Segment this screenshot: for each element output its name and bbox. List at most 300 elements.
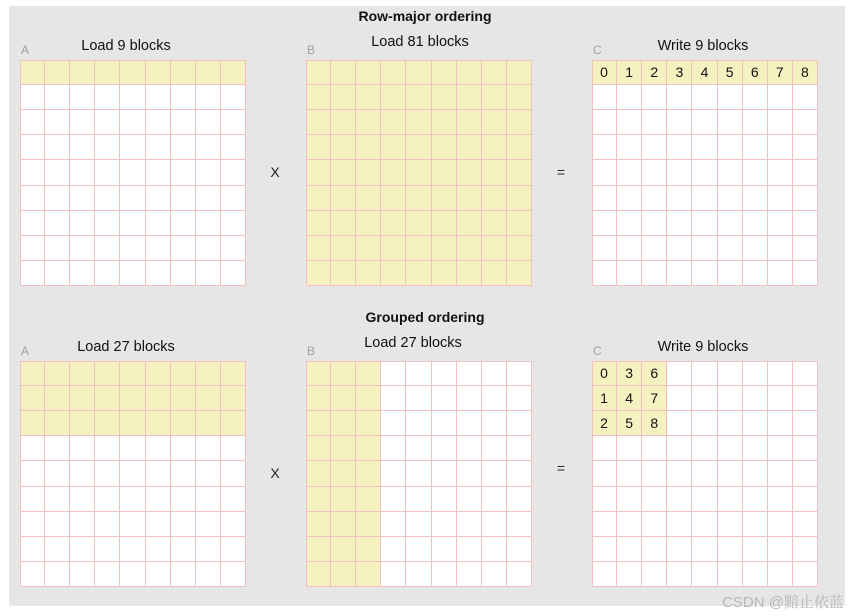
grid-cell	[507, 411, 532, 436]
grid-cell	[331, 461, 356, 486]
grid-cell	[457, 461, 482, 486]
grid-cell	[406, 135, 431, 160]
block-label: 3	[667, 60, 692, 85]
grid-cell	[196, 361, 221, 386]
grid-cell	[120, 386, 145, 411]
grid-cell	[617, 436, 642, 461]
grid-cell	[667, 135, 692, 160]
grid-cell	[768, 436, 793, 461]
matrix-a-letter: A	[21, 43, 30, 57]
grid-cell	[482, 211, 507, 236]
grid-cell	[592, 85, 617, 110]
grid-cell	[331, 236, 356, 261]
grid-cell	[221, 135, 246, 160]
grid-cell	[793, 436, 818, 461]
grid-cell	[718, 261, 743, 286]
grid-cell	[718, 487, 743, 512]
grid-cell	[667, 236, 692, 261]
grid-cell	[196, 60, 221, 85]
grid-cell	[45, 487, 70, 512]
grid-cell	[617, 537, 642, 562]
grid-cell	[306, 361, 331, 386]
grid-cell	[146, 386, 171, 411]
grid-cell	[692, 487, 717, 512]
grid-cell	[482, 160, 507, 185]
grid-cell	[221, 461, 246, 486]
grid-cell	[95, 487, 120, 512]
matrix-a-caption: Load 9 blocks	[81, 38, 171, 54]
grid-cell	[20, 211, 45, 236]
grid-cell	[793, 135, 818, 160]
grid-cell	[768, 135, 793, 160]
grid-cell	[171, 537, 196, 562]
grid-cell	[331, 186, 356, 211]
grid-cell	[120, 261, 145, 286]
grid-cell	[331, 537, 356, 562]
grid-cell	[221, 361, 246, 386]
grid-cell	[768, 261, 793, 286]
grid-cell	[331, 361, 356, 386]
grid-cell	[667, 562, 692, 587]
grid-cell	[692, 110, 717, 135]
grid-cell	[406, 436, 431, 461]
grid-cell	[95, 135, 120, 160]
grid-cell	[667, 160, 692, 185]
grid-cell	[356, 135, 381, 160]
grid-cell	[221, 110, 246, 135]
grid-cell	[592, 436, 617, 461]
grid-cell	[381, 386, 406, 411]
grid-cell	[482, 436, 507, 461]
grid-cell	[381, 562, 406, 587]
grid-cell	[331, 562, 356, 587]
grid-cell	[642, 85, 667, 110]
grid-cell	[120, 211, 145, 236]
grid-cell	[356, 60, 381, 85]
grid-cell	[507, 160, 532, 185]
grid-cell	[642, 110, 667, 135]
grid-cell	[793, 361, 818, 386]
grid-cell	[306, 186, 331, 211]
block-label: 6	[642, 361, 667, 386]
grid-cell	[617, 135, 642, 160]
block-label: 1	[617, 60, 642, 85]
grid-cell	[432, 135, 457, 160]
grid-cell	[768, 110, 793, 135]
grid-cell	[432, 436, 457, 461]
grouped-title: Grouped ordering	[365, 309, 485, 325]
grid-cell	[457, 361, 482, 386]
grid-cell	[171, 562, 196, 587]
grid-cell	[70, 461, 95, 486]
grid-cell	[507, 386, 532, 411]
grid-cell	[457, 562, 482, 587]
grid-cell	[146, 85, 171, 110]
grid-cell	[432, 386, 457, 411]
grid-cell	[743, 411, 768, 436]
grid-cell	[120, 562, 145, 587]
grid-cell	[592, 160, 617, 185]
grid-cell	[120, 135, 145, 160]
grid-cell	[768, 85, 793, 110]
grid-cell	[196, 512, 221, 537]
grid-cell	[793, 160, 818, 185]
grid-cell	[457, 186, 482, 211]
grid-cell	[221, 236, 246, 261]
block-label: 0	[592, 361, 617, 386]
grid-cell	[356, 461, 381, 486]
grid-cell	[793, 537, 818, 562]
grid-cell	[718, 85, 743, 110]
grid-cell	[146, 60, 171, 85]
grid-cell	[196, 436, 221, 461]
grid-cell	[592, 562, 617, 587]
grid-cell	[692, 236, 717, 261]
grid-cell	[171, 386, 196, 411]
grid-cell	[432, 186, 457, 211]
grid-cell	[457, 261, 482, 286]
grid-cell	[70, 361, 95, 386]
grid-cell	[45, 110, 70, 135]
grid-cell	[95, 537, 120, 562]
grid-cell	[718, 361, 743, 386]
grid-cell	[592, 512, 617, 537]
grid-cell	[482, 512, 507, 537]
block-label: 8	[793, 60, 818, 85]
grid-cell	[306, 562, 331, 587]
grid-cell	[642, 135, 667, 160]
grid-cell	[20, 85, 45, 110]
grid-cell	[406, 537, 431, 562]
grid-cell	[507, 85, 532, 110]
grid-cell	[743, 85, 768, 110]
grid-cell	[692, 186, 717, 211]
grid-cell	[743, 562, 768, 587]
grid-cell	[793, 512, 818, 537]
grid-cell	[120, 411, 145, 436]
grid-cell	[692, 361, 717, 386]
grid-cell	[146, 436, 171, 461]
grid-cell	[20, 135, 45, 160]
grid-cell	[146, 186, 171, 211]
block-label: 5	[718, 60, 743, 85]
grid-cell	[70, 436, 95, 461]
grid-cell	[95, 512, 120, 537]
grid-cell	[120, 85, 145, 110]
grid-cell	[692, 386, 717, 411]
grid-cell	[45, 512, 70, 537]
grid-cell	[406, 487, 431, 512]
grid-cell	[70, 487, 95, 512]
grid-cell	[381, 411, 406, 436]
grid-cell	[457, 411, 482, 436]
grid-cell	[70, 60, 95, 85]
grid-cell	[718, 186, 743, 211]
grid-cell	[507, 211, 532, 236]
grid-cell	[482, 261, 507, 286]
grid-cell	[196, 211, 221, 236]
grid-cell	[692, 85, 717, 110]
grid-cell	[221, 85, 246, 110]
grid-cell	[406, 60, 431, 85]
grid-cell	[381, 135, 406, 160]
grid-cell	[381, 261, 406, 286]
grid-cell	[432, 160, 457, 185]
grid-cell	[482, 562, 507, 587]
grid-cell	[120, 186, 145, 211]
matrix-c-caption: Write 9 blocks	[657, 339, 749, 355]
grid-cell	[482, 186, 507, 211]
grid-cell	[743, 261, 768, 286]
grid-cell	[432, 236, 457, 261]
grid-cell	[20, 186, 45, 211]
grid-cell	[482, 361, 507, 386]
grid-cell	[171, 110, 196, 135]
grid-cell	[432, 110, 457, 135]
grid-cell	[482, 85, 507, 110]
grid-cell	[743, 361, 768, 386]
grid-cell	[70, 512, 95, 537]
grid-cell	[381, 160, 406, 185]
grid-cell	[692, 261, 717, 286]
grid-cell	[146, 461, 171, 486]
block-label: 8	[642, 411, 667, 436]
grid-cell	[221, 186, 246, 211]
grid-cell	[95, 236, 120, 261]
grid-cell	[146, 211, 171, 236]
grid-cell	[617, 487, 642, 512]
grid-cell	[457, 211, 482, 236]
grid-cell	[406, 110, 431, 135]
grid-cell	[70, 261, 95, 286]
grid-cell	[642, 261, 667, 286]
grid-cell	[331, 110, 356, 135]
grid-cell	[221, 160, 246, 185]
grid-cell	[617, 562, 642, 587]
grid-cell	[221, 537, 246, 562]
grid-cell	[356, 562, 381, 587]
grid-cell	[432, 60, 457, 85]
grid-cell	[718, 160, 743, 185]
grid-cell	[482, 110, 507, 135]
grid-cell	[306, 160, 331, 185]
grid-cell	[95, 436, 120, 461]
grid-cell	[718, 211, 743, 236]
grid-cell	[718, 411, 743, 436]
multiply-operator: X	[270, 465, 280, 481]
grid-cell	[381, 211, 406, 236]
grid-cell	[642, 436, 667, 461]
grid-cell	[331, 135, 356, 160]
grid-cell	[617, 261, 642, 286]
grid-cell	[381, 110, 406, 135]
grid-cell	[507, 361, 532, 386]
grid-cell	[507, 236, 532, 261]
grid-cell	[356, 512, 381, 537]
grid-cell	[196, 135, 221, 160]
grid-cell	[171, 236, 196, 261]
grid-cell	[196, 487, 221, 512]
grid-cell	[507, 512, 532, 537]
grid-cell	[793, 110, 818, 135]
grid-cell	[221, 411, 246, 436]
grid-cell	[457, 512, 482, 537]
grid-cell	[331, 160, 356, 185]
grid-cell	[20, 537, 45, 562]
grid-cell	[196, 537, 221, 562]
grid-cell	[196, 186, 221, 211]
grid-cell	[642, 461, 667, 486]
grid-cell	[617, 110, 642, 135]
grid-cell	[381, 487, 406, 512]
grid-cell	[507, 562, 532, 587]
grid-cell	[743, 537, 768, 562]
matrix-c-letter: C	[593, 344, 602, 358]
grid-cell	[146, 110, 171, 135]
grid-cell	[356, 411, 381, 436]
grid-cell	[718, 436, 743, 461]
grid-cell	[406, 386, 431, 411]
grid-cell	[406, 261, 431, 286]
grid-cell	[356, 361, 381, 386]
grid-cell	[70, 186, 95, 211]
grid-cell	[793, 562, 818, 587]
grid-cell	[667, 461, 692, 486]
grid-cell	[432, 461, 457, 486]
grid-cell	[120, 236, 145, 261]
grid-cell	[20, 261, 45, 286]
grid-cell	[743, 186, 768, 211]
grid-cell	[20, 160, 45, 185]
grid-cell	[507, 261, 532, 286]
grid-cell	[20, 110, 45, 135]
matrix-b-letter: B	[307, 43, 316, 57]
grid-cell	[120, 461, 145, 486]
grid-cell	[331, 211, 356, 236]
grid-cell	[743, 386, 768, 411]
grid-cell	[718, 537, 743, 562]
grid-cell	[768, 361, 793, 386]
grid-cell	[642, 211, 667, 236]
grid-cell	[718, 110, 743, 135]
grid-cell	[95, 261, 120, 286]
matrix-b-letter: B	[307, 344, 316, 358]
grid-cell	[356, 110, 381, 135]
grid-cell	[70, 236, 95, 261]
grid-cell	[667, 186, 692, 211]
grid-cell	[356, 186, 381, 211]
grid-cell	[592, 135, 617, 160]
grid-cell	[743, 110, 768, 135]
grid-cell	[718, 236, 743, 261]
grid-cell	[356, 160, 381, 185]
multiply-operator: X	[270, 164, 280, 180]
grid-cell	[406, 186, 431, 211]
grid-cell	[45, 60, 70, 85]
grid-cell	[306, 436, 331, 461]
grid-cell	[617, 186, 642, 211]
grid-cell	[306, 537, 331, 562]
grid-cell	[196, 386, 221, 411]
equals-operator: =	[556, 460, 566, 476]
grid-cell	[356, 436, 381, 461]
grid-cell	[20, 436, 45, 461]
grid-cell	[617, 236, 642, 261]
grid-cell	[406, 85, 431, 110]
grid-cell	[793, 85, 818, 110]
grid-cell	[331, 512, 356, 537]
grid-cell	[406, 211, 431, 236]
grid-cell	[743, 436, 768, 461]
grid-cell	[592, 461, 617, 486]
grid-cell	[306, 135, 331, 160]
grid-cell	[667, 110, 692, 135]
grid-cell	[793, 236, 818, 261]
grid-cell	[432, 361, 457, 386]
grid-cell	[507, 487, 532, 512]
grid-cell	[381, 436, 406, 461]
grid-cell	[146, 135, 171, 160]
grid-cell	[692, 461, 717, 486]
grid-cell	[356, 85, 381, 110]
matrix-c-grid	[592, 60, 818, 286]
grid-cell	[507, 110, 532, 135]
block-label: 2	[592, 411, 617, 436]
grid-cell	[221, 60, 246, 85]
grid-cell	[356, 236, 381, 261]
grid-cell	[793, 487, 818, 512]
grid-cell	[45, 361, 70, 386]
grid-cell	[768, 461, 793, 486]
grid-cell	[743, 135, 768, 160]
grid-cell	[146, 361, 171, 386]
grid-cell	[196, 160, 221, 185]
block-label: 7	[768, 60, 793, 85]
grid-cell	[70, 110, 95, 135]
grid-cell	[356, 487, 381, 512]
grid-cell	[692, 562, 717, 587]
grid-cell	[793, 186, 818, 211]
grid-cell	[120, 361, 145, 386]
grid-cell	[718, 512, 743, 537]
grid-cell	[432, 537, 457, 562]
grid-cell	[146, 537, 171, 562]
grid-cell	[306, 60, 331, 85]
grid-cell	[95, 411, 120, 436]
matrix-b-grid	[306, 361, 532, 587]
grid-cell	[381, 512, 406, 537]
grid-cell	[120, 160, 145, 185]
grid-cell	[718, 461, 743, 486]
grid-cell	[743, 160, 768, 185]
block-label: 1	[592, 386, 617, 411]
grid-cell	[667, 211, 692, 236]
grid-cell	[507, 186, 532, 211]
grid-cell	[20, 411, 45, 436]
grid-cell	[306, 461, 331, 486]
grid-cell	[331, 261, 356, 286]
grid-cell	[592, 261, 617, 286]
grid-cell	[432, 411, 457, 436]
grid-cell	[667, 85, 692, 110]
grid-cell	[306, 411, 331, 436]
grid-cell	[171, 211, 196, 236]
grid-cell	[221, 512, 246, 537]
grid-cell	[221, 261, 246, 286]
grid-cell	[306, 487, 331, 512]
grid-cell	[221, 386, 246, 411]
grid-cell	[171, 512, 196, 537]
